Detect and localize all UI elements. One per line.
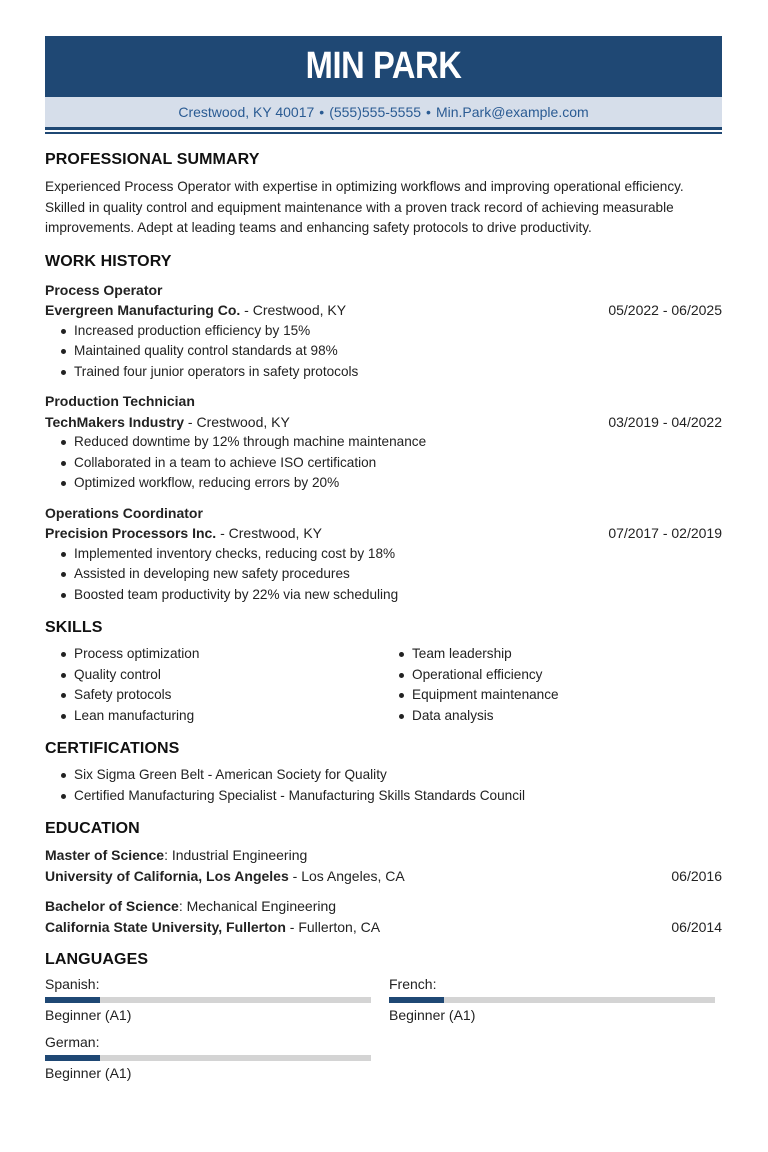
- contact-separator: •: [319, 104, 325, 120]
- skill-item: Safety protocols: [45, 685, 383, 706]
- candidate-name: MIN PARK: [305, 45, 462, 87]
- job-title: Process Operator: [45, 281, 163, 298]
- language-name: German:: [45, 1034, 100, 1050]
- job-bullets: [45, 544, 722, 606]
- education-section: [45, 819, 722, 937]
- job-company: TechMakers Industry: [45, 413, 185, 430]
- work-history-section: [45, 252, 722, 606]
- language-name: Spanish:: [45, 976, 100, 992]
- contact-email: Min.Park@example.com: [435, 104, 589, 120]
- education-location: - Los Angeles, CA: [288, 867, 405, 884]
- language-level-bar: [45, 997, 371, 1003]
- language-level-bar: [389, 997, 715, 1003]
- section-title: SKILLS: [45, 619, 103, 636]
- skill-item: Operational efficiency: [383, 665, 721, 686]
- language-name: French:: [389, 976, 437, 992]
- summary-text: Experienced Process Operator with expertise in optimizing workflows and improving operational efficiency. Skilled in quality control and equipment maintenance with a proven track record of achieving measurable improvements. Adept at leading teams and enhancing safety protocols to drive productivity.: [45, 179, 684, 235]
- section-title: LANGUAGES: [45, 951, 149, 968]
- language-level-fill: [389, 997, 444, 1003]
- education-location: - Fullerton, CA: [285, 918, 381, 935]
- education-school: California State University, Fullerton: [45, 918, 286, 935]
- skills-column-left: [45, 644, 383, 726]
- job-location: - Crestwood, KY: [216, 525, 323, 541]
- education-school-line: [45, 866, 722, 887]
- list-item: Maintained quality control standards at 98%: [45, 341, 722, 362]
- language-level: Beginner (A1): [45, 1007, 132, 1023]
- job-title: Operations Coordinator: [45, 504, 203, 521]
- skill-item: Process optimization: [45, 644, 383, 665]
- education-degree: Bachelor of Science: [45, 898, 179, 914]
- education-degree: Master of Science: [45, 847, 165, 863]
- section-title: PROFESSIONAL SUMMARY: [45, 151, 260, 168]
- certifications-list: [45, 765, 722, 806]
- language-level-fill: [45, 1055, 100, 1061]
- section-title: CERTIFICATIONS: [45, 740, 180, 757]
- job-bullets: [45, 432, 722, 494]
- job-dates: 07/2017 - 02/2019: [608, 525, 722, 541]
- list-item: Assisted in developing new safety procedures: [45, 564, 722, 585]
- skill-item: Equipment maintenance: [383, 685, 721, 706]
- certification-item: Six Sigma Green Belt - American Society for Quality: [45, 765, 722, 786]
- job-bullets: [45, 321, 722, 383]
- contact-bar: [45, 97, 722, 127]
- education-entry: [45, 845, 722, 886]
- language-level: Beginner (A1): [389, 1007, 476, 1023]
- education-entry: [45, 896, 722, 937]
- list-item: Implemented inventory checks, reducing cost by 18%: [45, 544, 722, 565]
- education-school-line: [45, 917, 722, 938]
- job-company: Evergreen Manufacturing Co.: [45, 302, 241, 318]
- language-level-fill: [45, 997, 100, 1003]
- certifications-section: [45, 739, 722, 806]
- language-entry: [45, 974, 371, 1025]
- resume-body: [45, 150, 722, 1094]
- skills-column-right: [383, 644, 721, 726]
- name-banner: [45, 36, 722, 97]
- language-level-bar: [45, 1055, 371, 1061]
- job-company-line: [45, 412, 722, 433]
- list-item: Trained four junior operators in safety protocols: [45, 362, 722, 383]
- certification-item: Certified Manufacturing Specialist - Manufacturing Skills Standards Council: [45, 786, 722, 807]
- language-level: Beginner (A1): [45, 1065, 132, 1081]
- list-item: Optimized workflow, reducing errors by 20%: [45, 473, 722, 494]
- section-title: EDUCATION: [45, 820, 140, 837]
- education-date: 06/2016: [671, 867, 722, 884]
- list-item: Increased production efficiency by 15%: [45, 321, 722, 342]
- language-entry: [45, 1032, 371, 1083]
- job-entry: [45, 280, 722, 383]
- language-entry: [389, 974, 715, 1025]
- job-entry: [45, 503, 722, 606]
- header-rule-thin: [45, 132, 722, 134]
- skills-section: [45, 618, 722, 726]
- summary-section: [45, 150, 722, 239]
- job-dates: 03/2019 - 04/2022: [608, 413, 722, 430]
- contact-separator: •: [426, 104, 431, 120]
- job-company-line: [45, 300, 722, 321]
- contact-phone: (555)555-5555: [329, 104, 422, 120]
- job-title: Production Technician: [45, 393, 195, 409]
- job-company-line: [45, 523, 722, 544]
- skills-grid: [45, 644, 722, 726]
- education-date: 06/2014: [671, 918, 722, 935]
- section-title: WORK HISTORY: [45, 252, 172, 270]
- job-dates: 05/2022 - 06/2025: [608, 302, 722, 318]
- education-field: : Mechanical Engineering: [178, 898, 337, 914]
- languages-grid: [45, 974, 722, 1094]
- job-entry: [45, 391, 722, 494]
- job-company: Precision Processors Inc.: [45, 525, 217, 541]
- list-item: Boosted team productivity by 22% via new scheduling: [45, 585, 722, 606]
- education-field: : Industrial Engineering: [164, 847, 308, 863]
- education-school: University of California, Los Angeles: [45, 867, 289, 884]
- contact-address: Crestwood, KY 40017: [178, 104, 315, 120]
- skill-item: Quality control: [45, 665, 383, 686]
- list-item: Collaborated in a team to achieve ISO certification: [45, 453, 722, 474]
- job-location: - Crestwood, KY: [240, 302, 347, 318]
- list-item: Reduced downtime by 12% through machine maintenance: [45, 432, 722, 453]
- languages-section: [45, 950, 722, 1094]
- skill-item: Team leadership: [383, 644, 721, 665]
- job-location: - Crestwood, KY: [184, 413, 290, 430]
- header-rule-thick: [45, 127, 722, 130]
- skill-item: Lean manufacturing: [45, 706, 383, 727]
- skill-item: Data analysis: [383, 706, 721, 727]
